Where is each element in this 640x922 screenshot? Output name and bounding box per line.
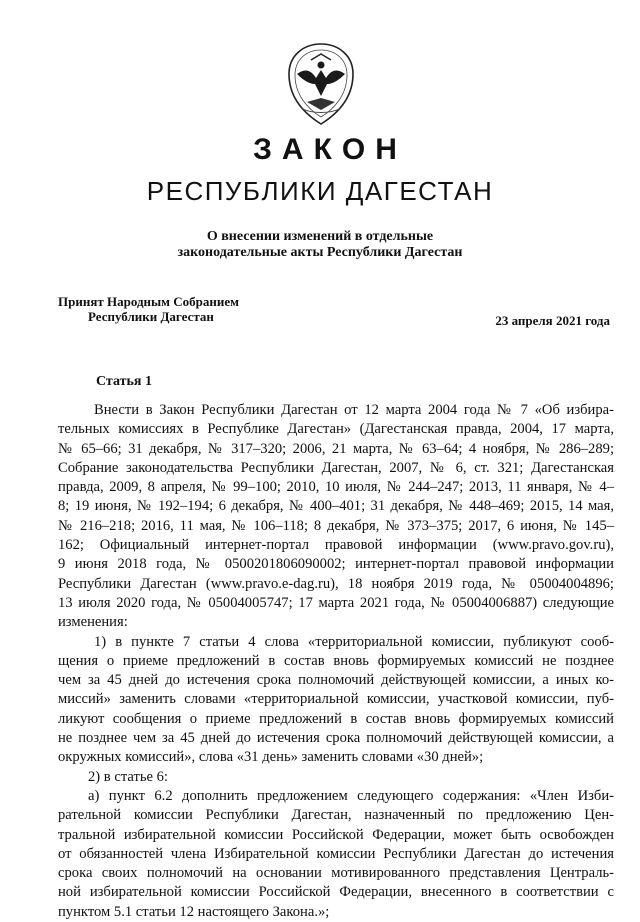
text-line: тральной избирательной комиссии Российской Федерации, может быть освобожден [58,826,614,843]
text-line: окружных комиссий», слова «31 день» заменить словами «30 дней»; [58,749,484,766]
text-line: а) пункт 6.2 дополнить предложением следующего содержания: «Член Изби- [88,787,614,804]
text-line: от обязанностей члена Избирательной комиссии Республики Дагестан до истечения [58,845,614,862]
text-line: ликуют сообщения о приеме предложений в состав вновь формируемых комиссий [58,710,614,727]
text-line: щения о приеме предложений в состав вновь формируемых комиссий не позднее [58,652,614,669]
text-line: изменения: [58,614,128,631]
text-line: правда, 2009, 8 апреля, № 99–100; 2010, 10 июля, № 244–247; 2013, 11 января, № 4– [58,479,614,496]
text-line: рательной комиссии Республики Дагестан, назначенный по предложению Цен- [58,807,614,824]
law-subject-line: О внесении изменений в отдельные [206,229,434,244]
text-line: ной избирательной комиссии Российской Федерации, внесенного в соответствии с [58,884,614,901]
text-line: тельных комиссиях в Республике Дагестан» (Дагестанская правда, 2004, 17 марта, [58,421,614,438]
text-line: 8; 19 июня, № 192–194; 6 декабря, № 400–401; 31 декабря, № 448–469; 2015, 14 мая, [58,498,614,515]
adoption-line: Республики Дагестан [88,309,214,324]
law-subject [0,229,640,261]
law-title: ЗАКОН [253,133,407,166]
text-line: чем за 45 дней до истечения срока полномочий действующей комиссии, а иных ко- [58,672,614,689]
text-line: не позднее чем за 45 дней до истечения срока полномочий действующей комиссии, а [58,730,614,747]
coat-of-arms-icon [283,40,359,126]
text-line: 162; Официальный интернет-портал правовой информации (www.pravo.gov.ru), [58,537,614,554]
text-line: 13 июля 2020 года, № 05004005747; 17 марта 2021 года, № 05004006887) следующие [58,594,614,611]
text-line: пунктом 5.1 статьи 12 настоящего Закона.»; [58,903,330,920]
text-line: 9 июня 2018 года, № 0500201806090002; интернет-портал правовой информации [58,556,614,573]
article-title: Статья 1 [96,374,152,389]
law-subject-line: законодательные акты Республики Дагестан [177,245,463,260]
text-line: срока своих полномочий на основании мотивированного представления Централь- [58,865,614,882]
article-body [58,401,614,922]
adoption-line: Принят Народным Собранием [58,294,240,309]
text-line: 2) в статье 6: [88,768,168,785]
text-line: № 65–66; 31 декабря, № 317–320; 2006, 21 марта, № 63–64; 4 ноября, № 286–289; [58,440,614,457]
text-line: Собрание законодательства Республики Дагестан, 2007, № 6, ст. 321; Дагестанская [58,459,614,476]
text-line: миссий» заменить словами «территориальной комиссии, участковой комиссии, пуб- [58,691,614,708]
adoption-date: 23 апреля 2021 года [495,313,610,328]
text-line: Республики Дагестан (www.pravo.e-dag.ru), 18 ноября 2019 года, № 05004004896; [58,575,614,592]
republic-title: РЕСПУБЛИКИ ДАГЕСТАН [146,176,494,206]
text-line: Внести в Закон Республики Дагестан от 12 марта 2004 года № 7 «Об избира- [94,402,614,418]
adoption-note [58,294,239,324]
text-line: № 216–218; 2016, 11 мая, № 106–118; 8 декабря, № 373–375; 2017, 6 июня, № 145– [58,517,614,534]
text-line: 1) в пункте 7 статьи 4 слова «территориальной комиссии, публикуют сооб- [94,633,614,650]
